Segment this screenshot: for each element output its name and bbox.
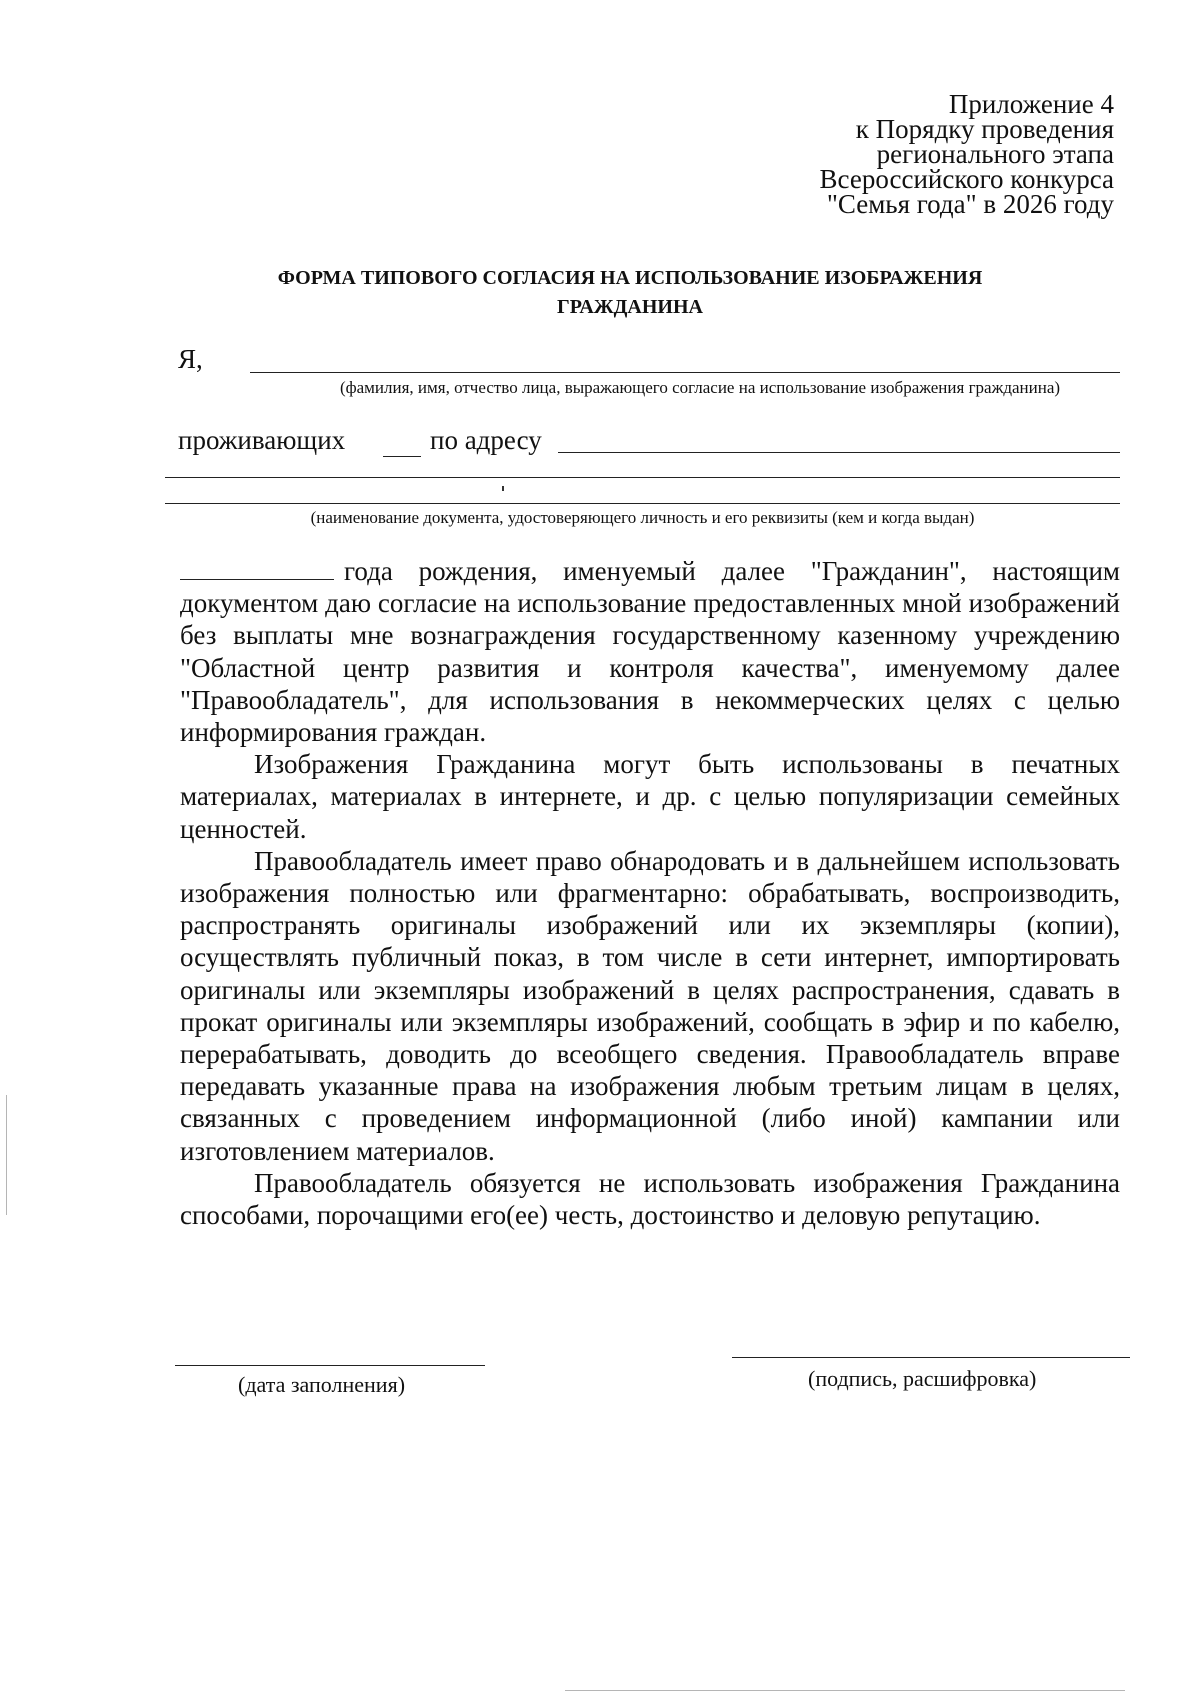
paragraph-birth-consent [180, 555, 1120, 748]
signature-line[interactable] [732, 1357, 1130, 1358]
address-continuation-line[interactable] [165, 477, 1120, 478]
document-field-line[interactable] [165, 503, 1120, 504]
appendix-line: Всероссийского конкурса [819, 164, 1114, 194]
date-signature-line[interactable] [175, 1365, 485, 1366]
document-title [160, 264, 1100, 322]
appendix-line: Приложение 4 [948, 89, 1114, 119]
scan-edge-artifact [6, 1095, 7, 1215]
date-label: (дата заполнения) [238, 1372, 406, 1397]
consent-body [180, 555, 1120, 1231]
document-hint: (наименование документа, удостоверяющего личность и его реквизиты (кем и когда выдан) [310, 508, 975, 527]
scan-dot [502, 486, 504, 491]
title-line-2: ГРАЖДАНИНА [557, 296, 703, 318]
appendix-line: регионального этапа [876, 139, 1114, 169]
paragraph-rights: Правообладатель имеет право обнародовать и в дальнейшем использовать изображения полностью или фрагментарно: обрабатывать, воспроизводить, распространять оригиналы изображений или их экземпляры (копии), осуществлять публичный показ, в том числе в сети интернет, импортировать оригиналы или экземпляры изображений в целях распространения, сдавать в прокат оригиналы или экземпляры изображений, сообщать в эфир и по кабелю, перерабатывать, доводить до всеобщего сведения. Правообладатель вправе передавать указанные права на изображения любым третьим лицам в целях, связанных с проведением информационной (либо иной) кампании или изготовлением материалов. [180, 845, 1120, 1166]
paragraph-obligations: Правообладатель обязуется не использовать изображения Гражданина способами, порочащими его(ее) честь, достоинство и деловую репутацию. [180, 1167, 1120, 1231]
fio-field-line[interactable] [250, 372, 1120, 373]
ya-label: Я, [178, 344, 203, 374]
title-line-1: ФОРМА ТИПОВОГО СОГЛАСИЯ НА ИСПОЛЬЗОВАНИЕ ИЗОБРАЖЕНИЯ [277, 267, 983, 289]
address-label: по адресу [430, 425, 542, 455]
paragraph-usage: Изображения Гражданина могут быть использованы в печатных материалах, материалах в интернете, и др. с целью популяризации семейных ценностей. [180, 749, 1120, 844]
birth-year-blank[interactable] [180, 559, 334, 580]
scan-bottom-artifact [565, 1690, 1125, 1691]
residing-blank-line[interactable] [383, 456, 421, 457]
appendix-header [819, 89, 1114, 219]
fio-hint: (фамилия, имя, отчество лица, выражающего согласие на использование изображения гражданина) [339, 378, 1061, 397]
paragraph-1-text: года рождения, именуемый далее "Гражданин", настоящим документом даю согласие на использование предоставленных мной изображений без выплаты мне вознаграждения государственному казенному учреждению "Областной центр развития и контроля качества", именуемому далее "Правообладатель", для использования в некоммерческих целях с целью информирования граждан. [180, 556, 1120, 748]
appendix-line: к Порядку проведения [855, 114, 1114, 144]
residing-label: проживающих [178, 425, 346, 455]
address-field-line[interactable] [558, 452, 1120, 453]
appendix-line: "Семья года" в 2026 году [826, 189, 1114, 219]
signature-label: (подпись, расшифровка) [808, 1366, 1037, 1391]
